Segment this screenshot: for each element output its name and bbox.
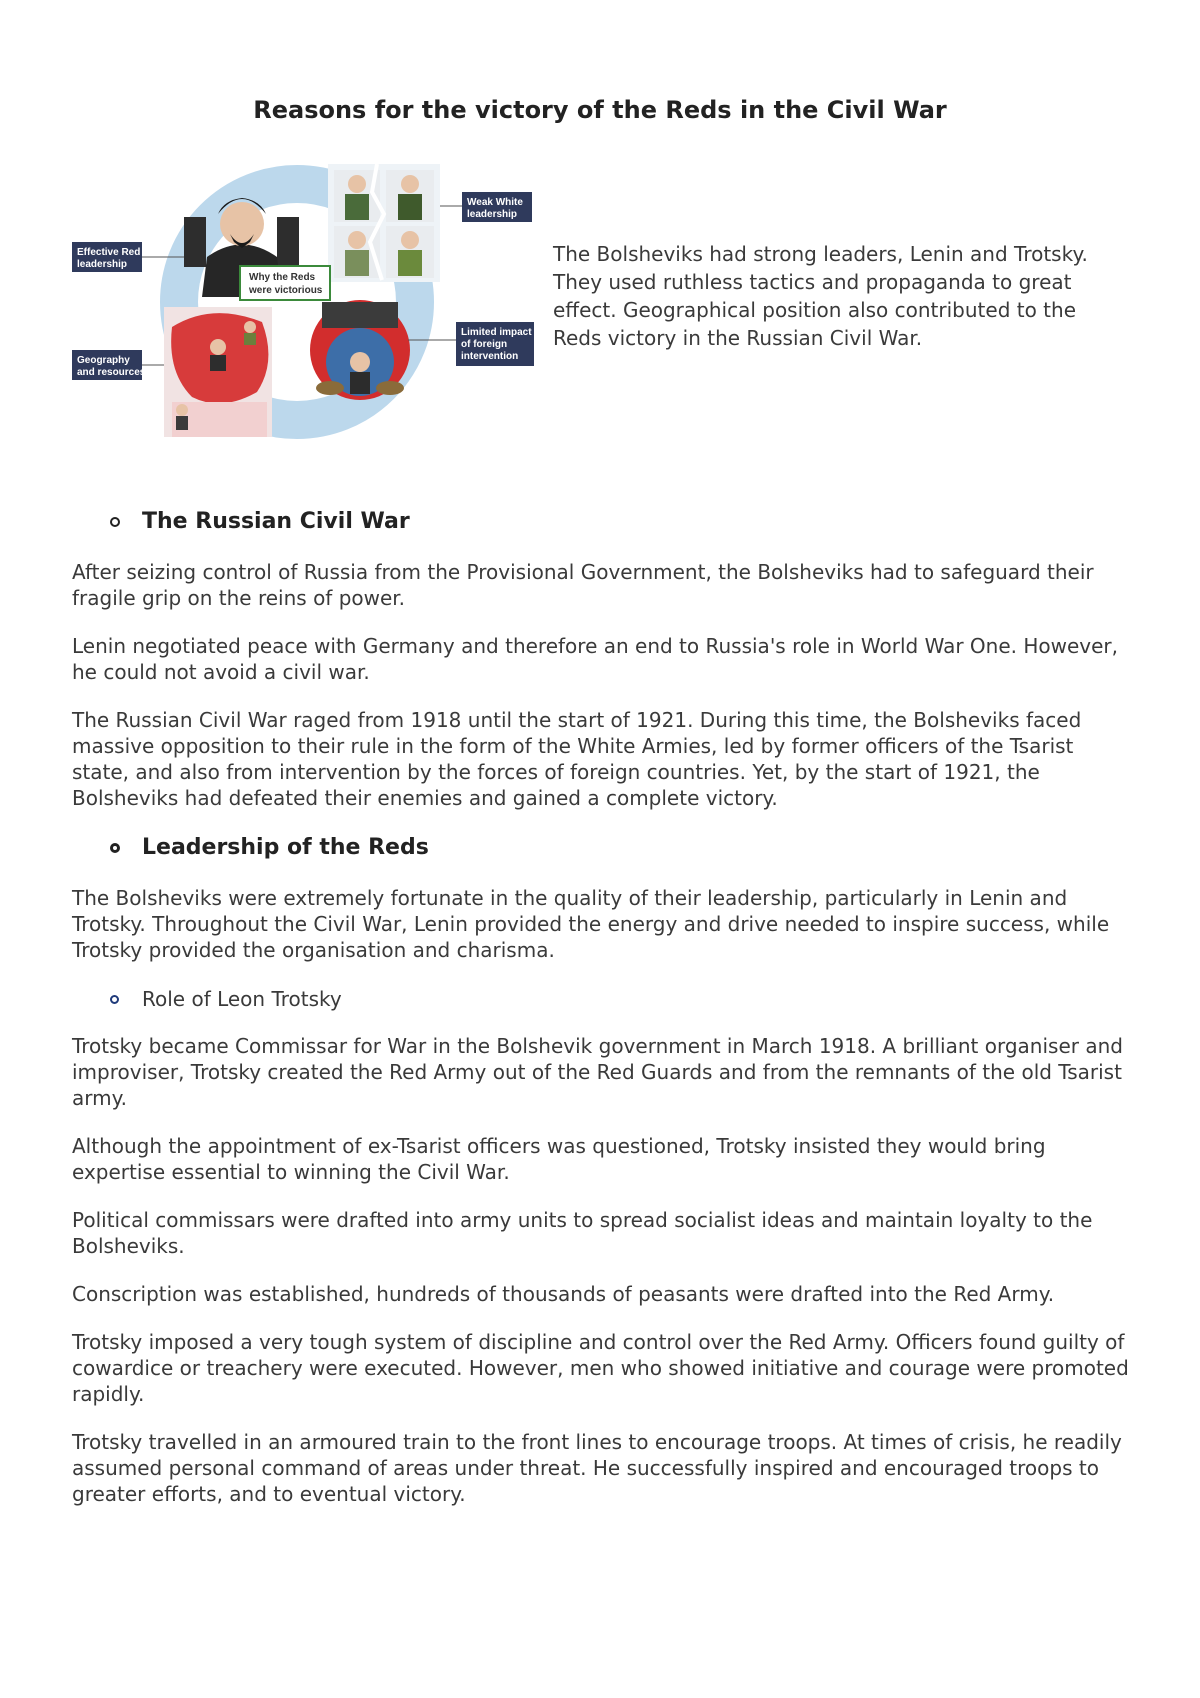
section-heading-leadership <box>110 833 1132 863</box>
hollow-bullet-icon <box>110 843 120 853</box>
section-heading-civil-war <box>110 507 1132 537</box>
label-limited-foreign-intervention <box>456 322 534 366</box>
label-why-reds-victorious <box>240 266 330 300</box>
paragraph: Trotsky became Commissar for War in the Bolshevik government in March 1918. A brilliant organiser and improviser, Trotsky created the Red Army out of the Red Guards and from the remnants of the old Tsarist army. <box>72 1034 1123 1110</box>
paragraph: After seizing control of Russia from the Provisional Government, the Bolsheviks had to safeguard their fragile grip on the reins of power. <box>72 560 1094 610</box>
paragraph: Political commissars were drafted into army units to spread socialist ideas and maintain loyalty to the Bolsheviks. <box>72 1208 1093 1258</box>
paragraph: The Russian Civil War raged from 1918 until the start of 1921. During this time, the Bolsheviks faced massive opposition to their rule in the form of the White Armies, led by former officers of the Tsarist state, and also from intervention by the forces of foreign countries. Yet, by the start of 1921, the Bolsheviks had defeated their enemies and gained a complete victory. <box>72 708 1082 810</box>
svg-text:and resources: and resources <box>77 367 146 378</box>
label-geography-resources <box>72 350 146 380</box>
foreign-intervention-illustration <box>310 300 410 400</box>
page-title: Reasons for the victory of the Reds in the Civil War <box>253 96 947 124</box>
svg-text:intervention: intervention <box>461 351 519 362</box>
russia-map <box>164 307 272 437</box>
white-leaders-portraits <box>328 164 440 282</box>
paragraph: Although the appointment of ex-Tsarist officers was questioned, Trotsky insisted they would bring expertise essential to winning the Civil War. <box>72 1134 1046 1184</box>
svg-text:leadership: leadership <box>77 259 128 270</box>
main-content <box>72 507 1132 1529</box>
paragraph: Trotsky imposed a very tough system of discipline and control over the Red Army. Officers found guilty of cowardice or treachery were executed. However, men who showed initiative and courage were promoted rapidly. <box>72 1330 1129 1406</box>
svg-text:Limited impact: Limited impact <box>461 327 532 338</box>
svg-text:Weak White: Weak White <box>467 197 523 208</box>
svg-text:were victorious: were victorious <box>249 285 323 296</box>
subsection-heading-text: Role of Leon Trotsky <box>142 987 342 1011</box>
hollow-bullet-icon <box>110 995 119 1004</box>
label-weak-white-leadership <box>462 192 532 222</box>
section-heading-text: The Russian Civil War <box>142 509 410 534</box>
svg-text:Effective Red: Effective Red <box>77 247 141 258</box>
section-heading-text: Leadership of the Reds <box>142 835 429 860</box>
paragraph: Trotsky travelled in an armoured train to the front lines to encourage troops. At times of crisis, he readily assumed personal command of areas under threat. He successfully inspired and encouraged troops to greater efforts, and to eventual victory. <box>72 1430 1122 1506</box>
svg-text:leadership: leadership <box>467 209 518 220</box>
reasons-infographic <box>72 162 537 474</box>
svg-text:Geography: Geography <box>77 355 130 366</box>
paragraph: Lenin negotiated peace with Germany and therefore an end to Russia's role in World War One. However, he could not avoid a civil war. <box>72 634 1119 684</box>
paragraph: Conscription was established, hundreds of thousands of peasants were drafted into the Red Army. <box>72 1282 1055 1306</box>
intro-paragraph: The Bolsheviks had strong leaders, Lenin and Trotsky. They used ruthless tactics and propaganda to great effect. Geographical position also contributed to the Reds victory in the Russian Civil War. <box>553 242 1088 350</box>
svg-text:Why the Reds: Why the Reds <box>249 272 316 283</box>
svg-text:of foreign: of foreign <box>461 339 508 350</box>
hollow-bullet-icon <box>110 517 120 527</box>
label-effective-red-leadership <box>72 242 142 272</box>
subsection-heading-trotsky <box>110 985 1132 1013</box>
paragraph: The Bolsheviks were extremely fortunate in the quality of their leadership, particularly in Lenin and Trotsky. Throughout the Civil War, Lenin provided the energy and drive needed to inspire success, while Trotsky provided the organisation and charisma. <box>72 886 1110 962</box>
